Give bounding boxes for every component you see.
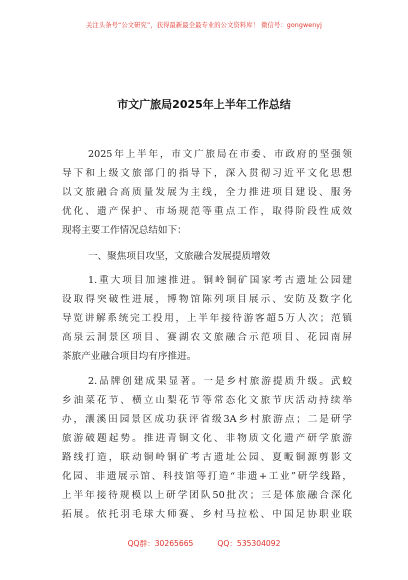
paragraph-line: 路线打造，联动铜岭铜矿考古遗址公园、夏畈铜源剪影文 (62, 452, 352, 463)
paragraph-line: 拓展。依托羽毛球大师赛、乡村马拉松、中国足协职业联 (62, 509, 352, 520)
header-banner: 关注头条号“公文研究”，获得最新最全最专业的公文资料库！ 微信号：gongwenyj (86, 22, 322, 29)
paragraph-line: 乡油菜花节、横立山梨花节等常态化文旅节庆活动持续举 (62, 395, 352, 406)
paragraph-line: 2025年上半年，市文广旅局在市委、市政府的坚强领 (88, 149, 352, 160)
document-title: 市文广旅局2025年上半年工作总结 (117, 98, 291, 111)
paragraph-line: 办，瀼溪田园景区成功获评省级3A乡村旅游点；二是研学 (62, 414, 352, 425)
paragraph-line: 上半年接待规模以上研学团队50批次；三是体旅融合深化 (62, 490, 352, 501)
paragraph-line: 旅游破题起势。推进青铜文化、非物质文化遗产研学旅游 (62, 433, 352, 444)
paragraph-line: 现将主要工作情况总结如下： (62, 225, 187, 236)
paragraph-line: 优化、遗产保护、市场规范等重点工作，取得阶段性成效 (62, 206, 352, 217)
paragraph-line: 高泉云洞景区项目、赛湖农文旅融合示范项目、花园南屏 (62, 332, 352, 343)
paragraph-line: 化园、非遗展示馆、科技馆等打造“非遗+工业”研学线路， (62, 471, 352, 482)
paragraph-line: 茶旅产业融合项目均有序推进。 (62, 351, 197, 362)
paragraph-line: 导下和上级文旅部门的指导下，深入贯彻习近平文化思想 (62, 168, 352, 179)
paragraph-line: 设取得突破性进展，博物馆陈列项目展示、安防及数字化 (62, 294, 352, 305)
paragraph-line: 1.重大项目加速推进。铜岭铜矿国家考古遗址公园建 (88, 275, 352, 286)
qq-number: QQ：535304092 (217, 539, 281, 548)
paragraph-line: 以文旅融合高质量发展为主线，全力推进项目建设、服务 (62, 187, 352, 198)
footer-contact (0, 538, 408, 549)
paragraph-line: 导览讲解系统完工投用，上半年接待游客超5万人次；范镇 (62, 313, 352, 324)
section-heading: 一、聚焦项目攻坚，文旅融合发展提质增效 (88, 251, 271, 262)
paragraph-line: 2.品牌创建成果显著。一是乡村旅游提质升级。武蛟 (88, 376, 352, 387)
qq-group-number: QQ群：30265665 (127, 539, 194, 548)
